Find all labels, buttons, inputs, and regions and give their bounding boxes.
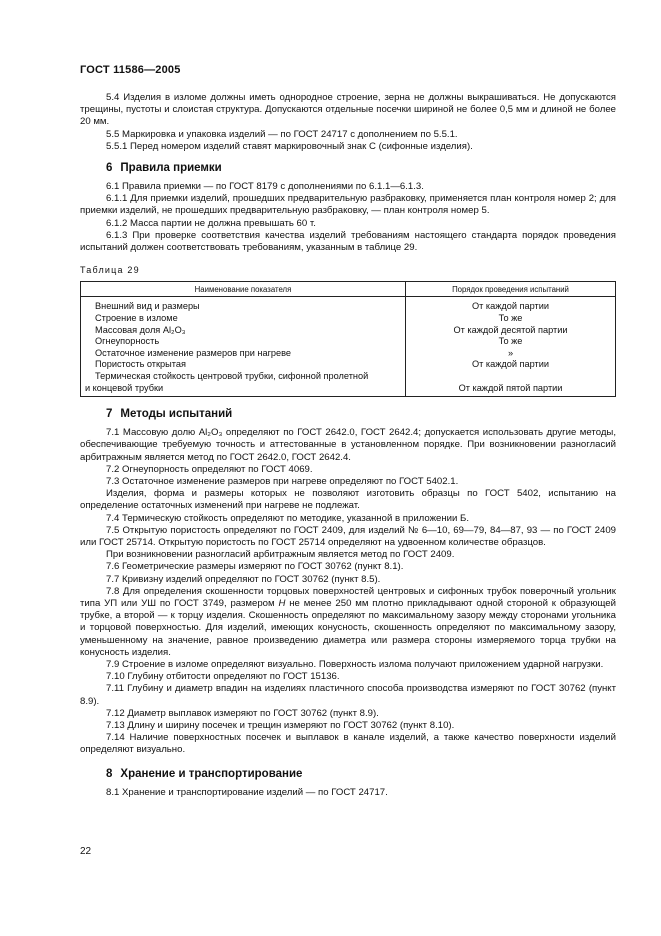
section-7-title: Методы испытаний — [120, 408, 233, 421]
paragraph-7-11: 7.11 Глубину и диаметр впадин на изделиях пластичного способа производства измеряют по ГОСТ 30762 (пункт 8.9). — [80, 683, 616, 707]
paragraph-7-10: 7.10 Глубину отбитости определяют по ГОСТ 15136. — [106, 671, 340, 683]
table-cell-indicator: Огнеупорность — [81, 336, 406, 348]
table-header-row — [81, 282, 616, 297]
section-8-title: Хранение и транспортирование — [120, 767, 303, 780]
paragraph-7-5: 7.5 Открытую пористость определяют по ГОСТ 2409, для изделий № 6—10, 69—79, 84—87, 93 — по ГОСТ 2409 или ГОСТ 25714. Открытую пористость по ГОСТ 25714 определяют на удвоенном количестве образцов. — [80, 524, 616, 549]
section-8-heading — [106, 767, 616, 781]
section-8-number: 8 — [106, 767, 113, 780]
table-row — [81, 371, 616, 383]
paragraph-5-5: 5.5 Маркировка и упаковка изделий — по ГОСТ 24717 с дополнением по 5.5.1. — [106, 128, 458, 140]
paragraph-7-2: 7.2 Огнеупорность определяют по ГОСТ 4069. — [106, 463, 313, 475]
paragraph-7-12: 7.12 Диаметр выплавок измеряют по ГОСТ 30762 (пункт 8.9). — [106, 707, 379, 719]
table-row — [81, 325, 616, 337]
paragraph-6-1: 6.1 Правила приемки — по ГОСТ 8179 с дополнениями по 6.1.1—6.1.3. — [106, 181, 424, 193]
section-6-title: Правила приемки — [120, 162, 222, 175]
table-cell-test-order: » — [406, 348, 616, 360]
paragraph-7-14: 7.14 Наличие поверхностных посечек и выплавок в канале изделий, а также качество поверхности изделий определяют визуально. — [80, 732, 616, 756]
paragraph-5-4: 5.4 Изделия в изломе должны иметь однородное строение, зерна не должны выкрашиваться. Не допускаются трещины, пустоты и слоистая структура. Допускаются отдельные посечки шириной не более 0,5 мм и длиной не более 20 мм. — [80, 92, 616, 128]
section-7-heading — [106, 407, 616, 421]
paragraph-7-3-note: Изделия, форма и размеры которых не позволяют изготовить образцы по ГОСТ 5402, испытанию на определение остаточных изменений при нагреве не подлежат. — [80, 488, 616, 512]
table-row — [81, 383, 616, 397]
table-cell-test-order: То же — [406, 336, 616, 348]
table-row — [81, 348, 616, 360]
paragraph-7-5-note: При возникновении разногласий арбитражным является метод по ГОСТ 2409. — [106, 549, 455, 561]
table-cell-indicator: Внешний вид и размеры — [81, 297, 406, 313]
table-row — [81, 297, 616, 313]
table-cell-indicator: Строение в изломе — [81, 313, 406, 325]
table-cell-indicator: Массовая доля Al₂O₃ — [81, 325, 406, 337]
paragraph-7-9: 7.9 Строение в изломе определяют визуально. Поверхность излома получают приложением ударной нагрузки. — [106, 659, 604, 671]
section-6-heading — [106, 161, 616, 175]
table-header-test-order: Порядок проведения испытаний — [406, 282, 616, 297]
paragraph-7-1: 7.1 Массовую долю Al₂O₃ определяют по ГОСТ 2642.0, ГОСТ 2642.4; допускается использовать другие методы, обеспечивающие требуемую точность и аттестованные в установленном порядке. При возникновении разногласий арбитражным является метод по ГОСТ 2642.0, ГОСТ 2642.4. — [80, 427, 616, 463]
paragraph-7-3: 7.3 Остаточное изменение размеров при нагреве определяют по ГОСТ 5402.1. — [106, 476, 459, 487]
paragraph-7-8-start: 7.8 Для определения скошенности торцовых поверхностей центровых и сифонных трубок поверочный угольник типа УП или УШ по ГОСТ 3749, размером — [80, 585, 616, 610]
paragraph-7-8-end: не менее 250 мм плотно прикладывают одной стороной к образующей трубке, а второй — к торцу изделия. Скошенность определяют по максимальному зазору между сторонами угольника и торцовой поверхностью. Для изделий, имеющих конусность, скошенность определяют по максимальному зазору, уменьшенному на значение, равное произведению диаметра или размера стороны измеряемого торца трубки на конусность изделия. — [80, 598, 616, 658]
table-29 — [80, 281, 616, 397]
section-6-number: 6 — [106, 162, 113, 175]
paragraph-7-7: 7.7 Кривизну изделий определяют по ГОСТ 30762 (пункт 8.5). — [106, 573, 381, 585]
paragraph-6-1-3: 6.1.3 При проверке соответствия качества изделий требованиям настоящего стандарта порядок проведения испытаний должен соответствовать требованиям, указанным в таблице 29. — [80, 229, 616, 254]
table-cell-test-order: От каждой партии — [406, 359, 616, 371]
table-row — [81, 313, 616, 325]
table-cell-test-order: От каждой пятой партии — [406, 383, 616, 397]
paragraph-7-4: 7.4 Термическую стойкость определяют по методике, указанной в приложении Б. — [106, 512, 470, 524]
paragraph-7-13: 7.13 Длину и ширину посечек и трещин измеряют по ГОСТ 30762 (пункт 8.10). — [106, 720, 455, 732]
table-cell-test-order: От каждой партии — [406, 297, 616, 313]
section-7-number: 7 — [106, 408, 113, 421]
table-header-indicator: Наименование показателя — [81, 282, 406, 297]
table-row — [81, 359, 616, 371]
table-row — [81, 336, 616, 348]
document-body — [80, 92, 616, 799]
paragraph-8-1: 8.1 Хранение и транспортирование изделий — по ГОСТ 24717. — [106, 786, 388, 798]
paragraph-6-1-1: 6.1.1 Для приемки изделий, прошедших предварительную разбраковку, применяется план контроля номер 2; для приемки изделий, не прошедших предварительную разбраковку, — план контроля номер 5. — [80, 193, 616, 217]
variable-h: Н — [278, 598, 286, 610]
table-cell-indicator: Пористость открытая — [81, 359, 406, 371]
table-cell-indicator: и концевой трубки — [81, 383, 406, 397]
paragraph-7-8 — [80, 586, 616, 659]
paragraph-5-5-1: 5.5.1 Перед номером изделий ставят маркировочный знак С (сифонные изделия). — [106, 140, 473, 152]
table-cell-indicator: Остаточное изменение размеров при нагреве — [81, 348, 406, 360]
paragraph-6-1-2: 6.1.2 Масса партии не должна превышать 60 т. — [106, 217, 316, 229]
table-cell-indicator: Термическая стойкость центровой трубки, сифонной пролетной — [81, 371, 406, 383]
table-caption: Таблица 29 — [80, 265, 140, 276]
table-cell-test-order: То же — [406, 313, 616, 325]
table-cell-test-order — [406, 371, 616, 383]
page-number: 22 — [80, 846, 92, 857]
paragraph-7-6: 7.6 Геометрические размеры измеряют по ГОСТ 30762 (пункт 8.1). — [106, 561, 404, 573]
document-header: ГОСТ 11586—2005 — [80, 64, 181, 76]
table-cell-test-order: От каждой десятой партии — [406, 325, 616, 337]
